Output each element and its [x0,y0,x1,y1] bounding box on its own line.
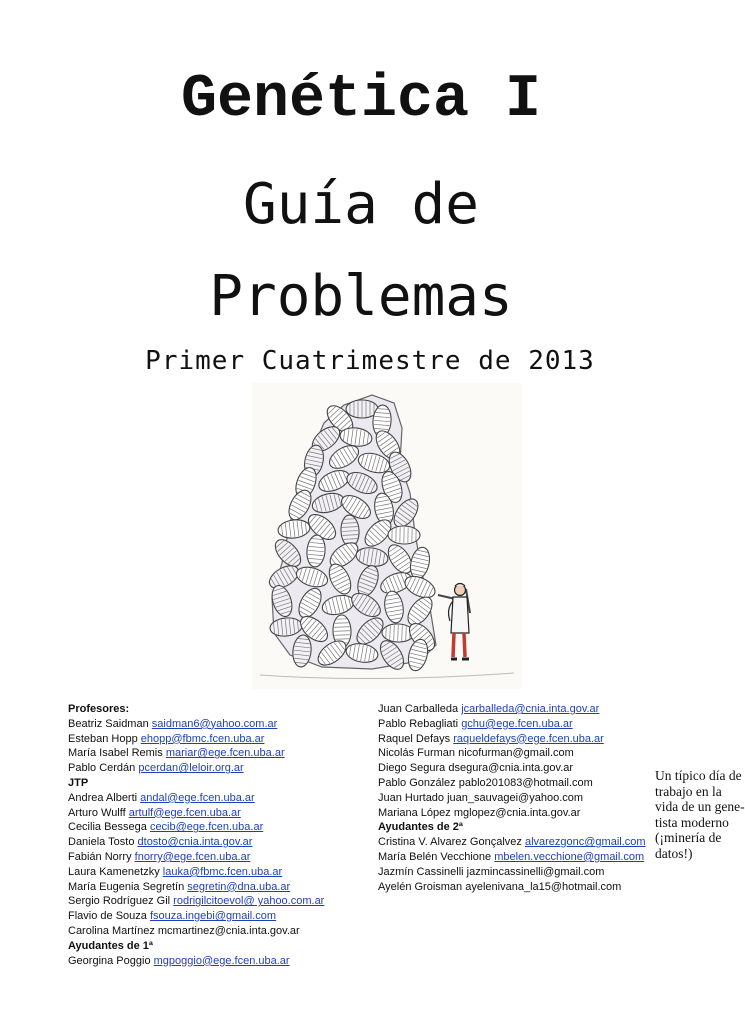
staff-entry [68,746,324,761]
staff-name: Juan Hurtado [378,791,445,804]
staff-entry [378,850,646,865]
staff-name: Arturo Wulff [68,806,126,819]
cartoon-caption [651,767,745,865]
staff-entry [68,894,324,909]
email-text: juan_sauvagei@yahoo.com [447,791,584,804]
staff-name: Carolina Martínez [68,924,155,937]
staff-name: Cristina V. Alvarez Gonçalvez [378,836,522,849]
geneticist-figure [438,584,470,660]
section-heading: Ayudantes de 1ª [68,939,153,952]
staff-entry [378,761,646,776]
email-link[interactable]: gchu@ege.fcen.uba.ar [461,717,573,730]
staff-entry [68,806,324,821]
email-link[interactable]: raqueldefays@ege.fcen.uba.ar [453,732,604,745]
staff-name: Beatriz Saidman [68,717,149,730]
email-text: dsegura@cnia.inta.gov.ar [448,762,574,775]
email-link[interactable]: fsouza.ingebi@gmail.com [149,910,277,923]
email-text: nicofurman@gmail.com [458,747,574,760]
caption-line: Un típico día de [655,768,742,783]
caption-line: (¡minería de [655,830,722,845]
caption-line: trabajo en la [655,783,722,799]
email-link[interactable]: cecib@ege.fcen.uba.ar [149,821,264,834]
staff-entry [378,865,646,880]
staff-entry [68,791,324,806]
email-link[interactable]: artulf@ege.fcen.uba.ar [128,806,241,819]
email-link[interactable]: saidman6@yahoo.com.ar [151,717,278,730]
email-text: pablo201083@hotmail.com [458,776,593,789]
staff-entry [378,717,646,732]
email-text: ayelenivana_la15@hotmail.com [465,880,622,893]
semester-line: Primer Cuatrimestre de 2013 [145,346,595,376]
staff-name: Pablo Rebagliati [378,717,459,730]
staff-name: Fabián Norry [68,850,132,863]
staff-entry [378,880,646,895]
staff-entry [68,924,324,939]
staff-name: Mariana López [378,806,451,819]
staff-name: Pablo González [378,776,456,789]
staff-entry [68,761,324,776]
email-link[interactable]: mbelen.vecchione@gmail.com [494,850,645,863]
staff-entry [378,791,646,806]
section-heading: JTP [68,776,89,789]
staff-name: Juan Carballeda [378,703,459,715]
staff-entry [378,746,646,761]
staff-list-left [68,702,324,968]
staff-entry [68,954,324,969]
staff-name: Esteban Hopp [68,732,138,745]
email-link[interactable]: fnorry@ege.fcen.uba.ar [134,850,251,863]
staff-list-right [378,702,646,894]
staff-entry [378,835,646,850]
email-link[interactable]: jcarballeda@cnia.inta.gov.ar [461,703,600,715]
section-heading: Ayudantes de 2ª [378,821,463,834]
document-subtitle-line-2: Problemas [209,264,513,329]
staff-entry [68,909,324,924]
email-link[interactable]: lauka@fbmc.fcen.uba.ar [162,865,283,878]
staff-name: Georgina Poggio [68,954,151,967]
staff-name: Nicolás Furman [378,747,456,760]
caption-line: vida de un gene- [655,799,745,814]
caption-line: tista moderno [655,814,729,830]
staff-name: María Belén Vecchione [378,850,492,863]
staff-name: Laura Kamenetzky [68,865,160,878]
staff-entry [378,702,646,717]
caption-line: datos!) [655,845,693,861]
section-heading: Profesores: [68,703,130,715]
staff-entry [68,717,324,732]
staff-name: Flavio de Souza [68,910,147,923]
email-link[interactable]: pcerdan@leloir.org.ar [138,762,244,775]
email-link[interactable]: ehopp@fbmc.fcen.uba.ar [140,732,265,745]
staff-name: Ayelén Groisman [378,880,463,893]
staff-name: María Isabel Remis [68,747,163,760]
staff-entry [68,835,324,850]
document-title: Genética I [180,66,542,134]
staff-entry [68,865,324,880]
email-text: mglopez@cnia.inta.gov.ar [453,806,581,819]
email-link[interactable]: alvarezgonc@gmail.com [524,836,646,849]
email-link[interactable]: rodrigilcitoevol@ yahoo.com.ar [173,895,325,908]
staff-name: Daniela Tosto [68,836,135,849]
staff-name: Sergio Rodríguez Gil [68,895,171,908]
email-link[interactable]: andal@ege.fcen.uba.ar [140,791,255,804]
email-text: mcmartinez@cnia.inta.gov.ar [157,924,300,937]
staff-name: María Eugenia Segretín [68,880,185,893]
staff-name: Pablo Cerdán [68,762,136,775]
staff-entry [68,732,324,747]
email-link[interactable]: mgpoggio@ege.fcen.uba.ar [153,954,290,967]
staff-entry [378,776,646,791]
staff-name: Diego Segura [378,762,446,775]
staff-name: Raquel Defays [378,732,451,745]
staff-entry [68,850,324,865]
staff-name: Jazmín Cassinelli [378,865,464,878]
staff-entry [68,880,324,895]
dna-helix [388,526,420,545]
email-text: jazmincassinelli@gmail.com [466,865,605,878]
email-link[interactable]: segretin@dna.uba.ar [187,880,291,893]
dna-helix [346,400,378,418]
staff-entry [68,820,324,835]
staff-entry [378,806,646,821]
staff-name: Cecilia Bessega [68,821,147,834]
document-subtitle-line-1: Guía de [242,172,479,237]
cartoon-illustration [252,383,522,689]
email-link[interactable]: mariar@ege.fcen.uba.ar [165,747,285,760]
email-link[interactable]: dtosto@cnia.inta.gov.ar [137,836,253,849]
staff-entry [378,732,646,747]
staff-name: Andrea Alberti [68,791,138,804]
